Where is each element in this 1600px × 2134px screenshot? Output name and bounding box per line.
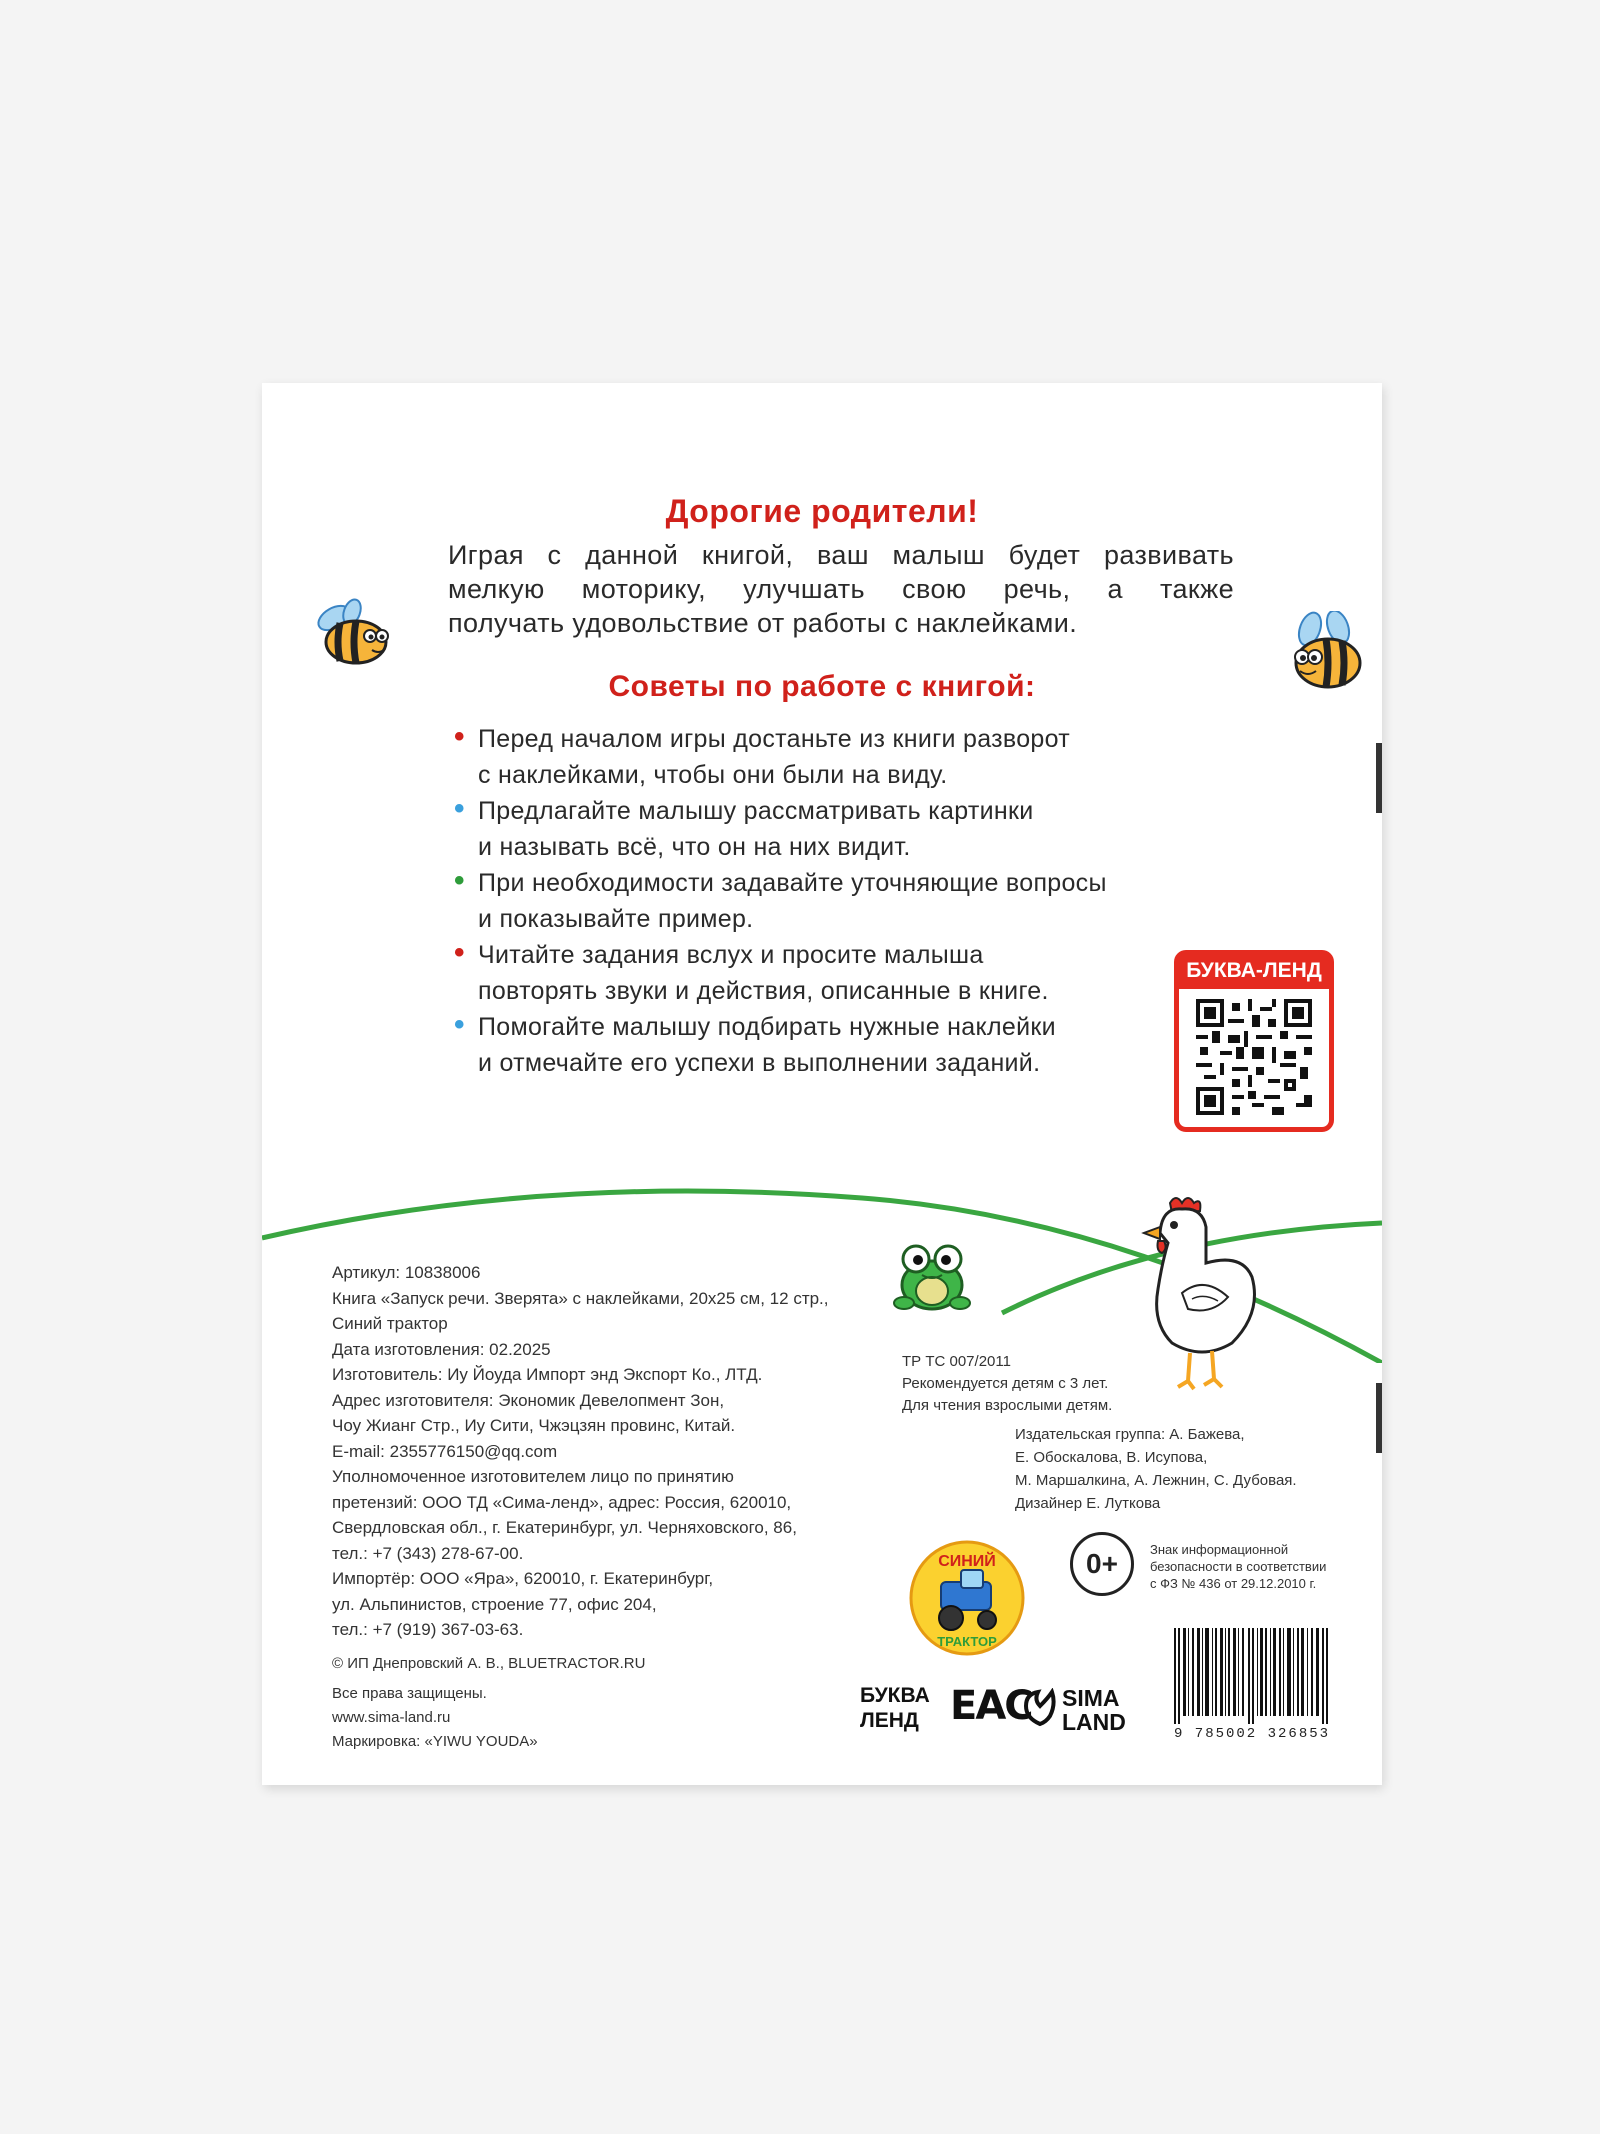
age-line: безопасности в соответствии [1150,1559,1327,1574]
list-item [454,793,1214,865]
intro-line: мелкую моторику, улучшать свою речь, а также [448,574,1234,604]
publishers-line: Дизайнер Е. Луткова [1015,1495,1161,1512]
intro-line: получать удовольствие от работы с наклейками. [448,608,1078,638]
info-line: Уполномоченное изготовителем лицо по принятию [332,1467,734,1486]
age-rating-badge: 0+ [1070,1532,1134,1596]
tip-line: Предлагайте малышу рассматривать картинки [478,797,1034,825]
publishers-line: М. Маршалкина, А. Лежнин, С. Дубовая. [1015,1472,1297,1489]
intro-text [448,538,1234,640]
book-back-cover [262,383,1382,1785]
list-item [454,937,1214,1009]
publishers-line: Е. Обоскалова, В. Исупова, [1015,1449,1208,1466]
blue-tractor-logo [907,1538,1027,1658]
info-line: Чоу Жианг Стр., Иу Сити, Чжэцзян провинс, Китай. [332,1416,736,1435]
age-line: с ФЗ № 436 от 29.12.2010 г. [1150,1576,1317,1591]
copyright: © ИП Днепровский А. В., BLUETRACTOR.RU [332,1654,646,1672]
tip-line: с наклейками, чтобы они были на виду. [478,761,948,789]
barcode [1174,1628,1330,1724]
page-title: Дорогие родители! [665,493,979,529]
tr-block [902,1351,1112,1417]
logo-text: ЛЕНД [860,1709,919,1732]
frog-icon [890,1241,974,1315]
tip-line: и отмечайте его успехи в выполнении заданий. [478,1049,1041,1077]
tr-line: ТР ТС 007/2011 [902,1353,1011,1370]
tip-line: и называть всё, что он на них видит. [478,833,911,861]
bullet-icon: • [454,936,465,969]
tips-title: Советы по работе с книгой: [608,670,1036,703]
bee-icon [310,598,392,668]
footer-line: Маркировка: «YIWU YOUDA» [332,1733,538,1750]
tr-line: Для чтения взрослыми детям. [902,1397,1113,1414]
chicken-icon [1132,1193,1272,1393]
info-line: E-mail: 2355776150@qq.com [332,1441,558,1461]
barcode-number: 9 785002 326853 [1174,1726,1331,1742]
tr-line: Рекомендуется детям с 3 лет. [902,1375,1109,1392]
publishers-line: Издательская группа: А. Бажева, [1015,1426,1245,1443]
info-line: Синий трактор [332,1314,448,1333]
spine-mark [1376,1383,1382,1453]
bullet-icon: • [454,720,465,753]
logo-text: СИНИЙ [938,1553,996,1570]
qr-label: БУКВА-ЛЕНД [1179,955,1329,989]
spine-mark [1376,743,1382,813]
tip-line: Перед началом игры достаньте из книги разворот [478,725,1071,753]
tip-line: При необходимости задавайте уточняющие вопросы [478,869,1107,897]
info-line: Артикул: 10838006 [332,1263,481,1282]
logo-text: БУКВА [860,1684,930,1707]
tip-line: Помогайте малышу подбирать нужные наклейки [478,1013,1056,1041]
info-line: тел.: +7 (919) 367-03-63. [332,1620,524,1639]
bullet-icon: • [454,1008,465,1041]
info-line: тел.: +7 (343) 278-67-00. [332,1543,524,1563]
intro-line: Играя с данной книгой, ваш малыш будет развивать [448,540,1234,570]
info-line: Свердловская обл., г. Екатеринбург, ул. Черняховского, 86, [332,1518,797,1537]
age-line: Знак информационной [1150,1542,1289,1557]
qr-code-icon [1196,999,1312,1115]
sima-land-logo [1062,1686,1126,1734]
info-line: Импортёр: ООО «Яра», 620010, г. Екатеринбург, [332,1569,714,1588]
bukva-lend-logo [860,1683,930,1733]
info-line: Адрес изготовителя: Экономик Девелопмент Зон, [332,1390,725,1410]
list-item [454,721,1214,793]
list-item [454,1009,1214,1081]
product-info [332,1260,872,1754]
age-rating-text [1150,1541,1326,1592]
bullet-icon: • [454,792,465,825]
tip-line: и показывайте пример. [478,905,754,933]
list-item [454,865,1214,937]
info-line: претензий: ООО ТД «Сима-ленд», адрес: Россия, 620010, [332,1492,792,1512]
tip-line: Читайте задания вслух и просите малыша [478,941,984,969]
sima-land-icon [1022,1688,1058,1728]
eac-logo: EAC [950,1683,1032,1729]
bullet-icon: • [454,864,465,897]
footer-line: Все права защищены. [332,1685,487,1702]
footer-link[interactable]: www.sima-land.ru [332,1709,451,1726]
info-line: Дата изготовления: 02.2025 [332,1339,551,1359]
info-line: ул. Альпинистов, строение 77, офис 204, [332,1594,657,1614]
logo-text: LAND [1062,1709,1126,1735]
tips-list [454,721,1214,1081]
info-line: Изготовитель: Иу Йоуда Импорт энд Экспорт Ко., ЛТД. [332,1365,763,1384]
logo-text: ТРАКТОР [937,1634,997,1649]
tip-line: повторять звуки и действия, описанные в книге. [478,977,1049,1005]
logo-text: SIMA [1062,1685,1120,1711]
publishers-block [1015,1423,1297,1515]
qr-code-block[interactable] [1174,950,1334,1132]
info-line: Книга «Запуск речи. Зверята» с наклейками, 20х25 см, 12 стр., [332,1288,829,1308]
